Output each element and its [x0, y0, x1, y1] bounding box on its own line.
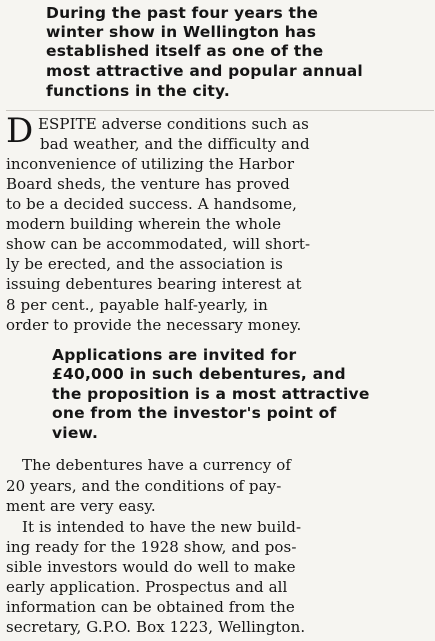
building-line-2: ing ready for the 1928 show, and pos-: [6, 538, 297, 556]
applications-line-2: £40,000 in such debentures, and: [52, 365, 346, 383]
applications-line-3: the proposition is a most attractive: [52, 385, 370, 403]
intro-line-3: established itself as one of the: [46, 42, 324, 60]
currency-line-3: ment are very easy.: [6, 497, 156, 515]
despite-line-8: ly be erected, and the association is: [6, 255, 283, 273]
despite-line-1: ESPITE adverse conditions such as: [38, 115, 309, 133]
currency-line-1: The debentures have a currency of: [22, 456, 292, 474]
building-line-5: information can be obtained from the: [6, 598, 295, 616]
currency-line-2: 20 years, and the conditions of pay-: [6, 477, 282, 495]
intro-line-4: most attractive and popular annual: [46, 62, 363, 80]
building-line-1: It is intended to have the new build-: [22, 518, 302, 536]
despite-line-4: Board sheds, the venture has proved: [6, 175, 290, 193]
despite-line-3: inconvenience of utilizing the Harbor: [6, 155, 295, 173]
building-line-6: secretary, G.P.O. Box 1223, Wellington.: [6, 618, 306, 636]
intro-line-5: functions in the city.: [46, 82, 231, 100]
despite-line-11: order to provide the necessary money.: [6, 316, 302, 334]
despite-line-5: to be a decided success. A handsome,: [6, 195, 297, 213]
section-rule: [6, 110, 434, 111]
intro-line-1: During the past four years the: [46, 4, 319, 22]
despite-line-7: show can be accommodated, will short-: [6, 235, 311, 253]
applications-line-1: Applications are invited for: [52, 346, 297, 364]
despite-line-2: bad weather, and the difficulty and: [40, 135, 310, 153]
applications-line-5: view.: [52, 424, 99, 442]
intro-line-2: winter show in Wellington has: [46, 23, 317, 41]
building-line-3: sible investors would do well to make: [6, 558, 296, 576]
drop-cap: D: [6, 111, 34, 151]
applications-line-4: one from the investor's point of: [52, 404, 337, 422]
building-line-4: early application. Prospectus and all: [6, 578, 288, 596]
despite-line-9: issuing debentures bearing interest at: [6, 275, 302, 293]
despite-line-10: 8 per cent., payable half-yearly, in: [6, 296, 268, 314]
despite-line-6: modern building wherein the whole: [6, 215, 282, 233]
